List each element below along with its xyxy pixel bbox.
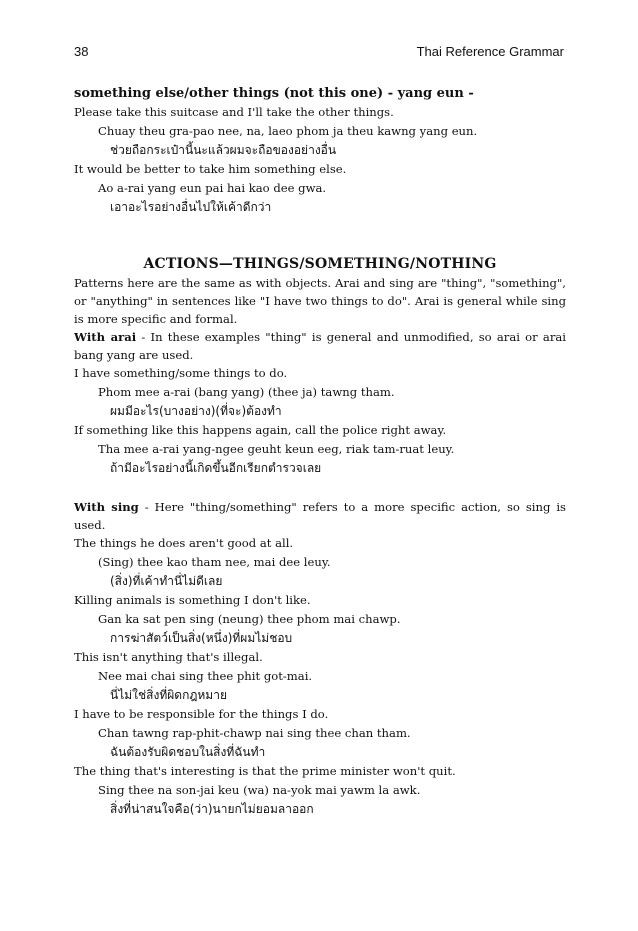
- arai-lead: With arai: [74, 330, 137, 344]
- example-9-thai: สิ่งที่น่าสนใจคือ(ว่า)นายกไม่ยอมลาออก: [110, 802, 314, 816]
- page-body: [74, 84, 566, 819]
- example-6-english: Killing animals is something I don't like.: [74, 593, 311, 607]
- example-6-transliteration: Gan ka sat pen sing (neung) thee phom mai chawp.: [98, 612, 401, 626]
- page-header: [74, 44, 564, 62]
- example-5-transliteration: (Sing) thee kao tham nee, mai dee leuy.: [98, 555, 331, 569]
- example-2-transliteration: Ao a-rai yang eun pai hai kao dee gwa.: [98, 181, 327, 195]
- example-5-english: The things he does aren't good at all.: [74, 536, 294, 550]
- example-6-thai: การฆ่าสัตว์เป็นสิ่ง(หนึ่ง)ที่ผมไม่ชอบ: [110, 631, 293, 645]
- sing-text: - Here "thing/something" refers to a more specific action, so sing is used.: [74, 500, 566, 532]
- running-title: Thai Reference Grammar: [416, 44, 564, 59]
- example-3-transliteration: Phom mee a-rai (bang yang) (thee ja) tawng tham.: [98, 385, 395, 399]
- example-9-english: The thing that's interesting is that the prime minister won't quit.: [74, 764, 456, 778]
- example-8-thai: ฉันต้องรับผิดชอบในสิ่งที่ฉันทำ: [110, 745, 266, 759]
- example-4-transliteration: Tha mee a-rai yang-ngee geuht keun eeg, riak tam-ruat leuy.: [98, 442, 455, 456]
- example-4-english: If something like this happens again, call the police right away.: [74, 423, 447, 437]
- example-1-english: Please take this suitcase and I'll take the other things.: [74, 105, 394, 119]
- example-7-transliteration: Nee mai chai sing thee phit got-mai.: [98, 669, 313, 683]
- subheading-something-else: something else/other things (not this one) - yang eun -: [74, 86, 474, 101]
- example-1-thai: ช่วยถือกระเป๋านี้นะแล้วผมจะถือของอย่างอื่น: [110, 143, 337, 157]
- example-5-thai: (สิ่ง)ที่เค้าทำนี่ไม่ดีเลย: [110, 574, 223, 588]
- sing-paragraph: [74, 498, 566, 534]
- example-7-thai: นี่ไม่ใช่สิ่งที่ผิดกฎหมาย: [110, 688, 227, 702]
- example-8-english: I have to be responsible for the things I do.: [74, 707, 329, 721]
- example-2-english: It would be better to take him something else.: [74, 162, 347, 176]
- example-7-english: This isn't anything that's illegal.: [74, 650, 263, 664]
- example-3-thai: ผมมีอะไร(บางอย่าง)(ที่จะ)ต้องทำ: [110, 404, 282, 418]
- example-4-thai: ถ้ามีอะไรอย่างนี้เกิดขึ้นอีกเรียกตำรวจเลย: [110, 461, 322, 475]
- section-intro: Patterns here are the same as with objects. Arai and sing are "thing", "something", or "anything" in sentences like "I have two things to do". Arai is general while sing is more specific and formal.: [74, 276, 566, 326]
- sing-lead: With sing: [74, 500, 139, 514]
- page-number: 38: [74, 44, 89, 59]
- example-9-transliteration: Sing thee na son-jai keu (wa) na-yok mai yawm la awk.: [98, 783, 421, 797]
- example-8-transliteration: Chan tawng rap-phit-chawp nai sing thee chan tham.: [98, 726, 411, 740]
- example-3-english: I have something/some things to do.: [74, 366, 288, 380]
- arai-paragraph: [74, 328, 566, 364]
- example-2-thai: เอาอะไรอย่างอื่นไปให้เค้าดีกว่า: [110, 200, 272, 214]
- arai-text: - In these examples "thing" is general and unmodified, so arai or arai bang yang are used.: [74, 330, 566, 362]
- example-1-transliteration: Chuay theu gra-pao nee, na, laeo phom ja theu kawng yang eun.: [98, 124, 478, 138]
- section-title: ACTIONS—THINGS/SOMETHING/NOTHING: [143, 256, 497, 272]
